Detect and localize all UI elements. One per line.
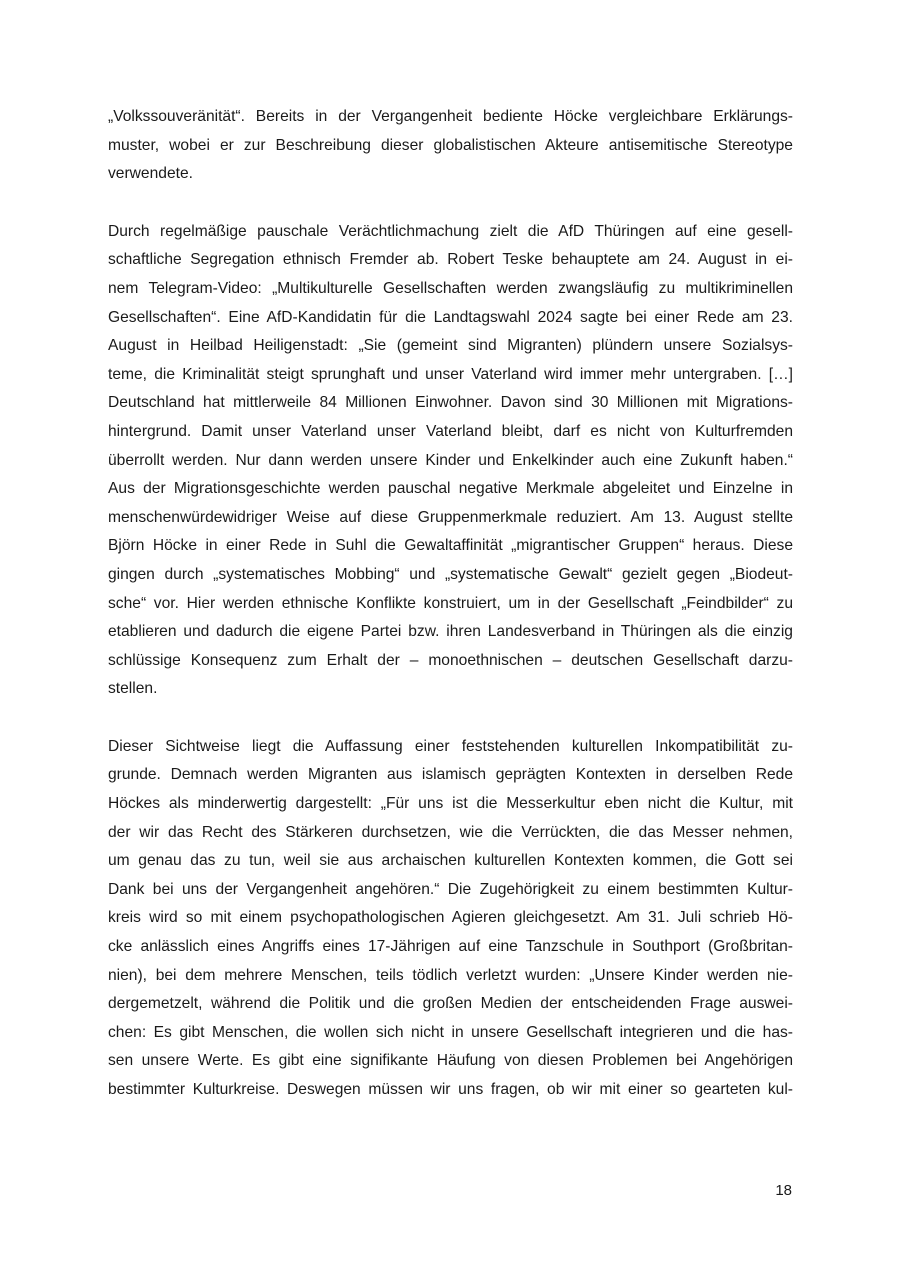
- text-line: der wir das Recht des Stärkeren durchsetzen, wie die Verrückten, die das Messer nehmen,: [108, 823, 793, 841]
- text-line: Björn Höcke in einer Rede in Suhl die Gewaltaffinität „migrantischer Gruppen“ heraus. Diese: [108, 537, 793, 555]
- body-text: [108, 103, 793, 1105]
- text-line: etablieren und dadurch die eigene Partei bzw. ihren Landesverband in Thüringen als die einzig: [108, 623, 793, 641]
- text-line: Aus der Migrationsgeschichte werden pauschal negative Merkmale abgeleitet und Einzelne in: [108, 480, 793, 498]
- paragraph-gap: [108, 704, 793, 733]
- text-line: schlüssige Konsequenz zum Erhalt der – monoethnischen – deutschen Gesellschaft darzu-: [108, 651, 793, 669]
- text-line: cke anlässlich eines Angriffs eines 17-Jährigen auf eine Tanzschule in Southport (Großbritan-: [108, 938, 793, 956]
- text-line: Dank bei uns der Vergangenheit angehören.“ Die Zugehörigkeit zu einem bestimmten Kultur-: [108, 880, 793, 898]
- text-line: gingen durch „systematisches Mobbing“ und „systematische Gewalt“ gezielt gegen „Biodeut-: [108, 565, 793, 583]
- text-line: hintergrund. Damit unser Vaterland unser Vaterland bleibt, darf es nicht von Kulturfremden: [108, 422, 793, 440]
- page-number: 18: [775, 1182, 792, 1199]
- paragraph-gap: [108, 189, 793, 218]
- text-line: chen: Es gibt Menschen, die wollen sich nicht in unsere Gesellschaft integrieren und die has-: [108, 1023, 793, 1041]
- text-line: bestimmter Kulturkreise. Deswegen müssen wir uns fragen, ob wir mit einer so gearteten kul-: [108, 1081, 793, 1098]
- text-line: grunde. Demnach werden Migranten aus islamisch geprägten Kontexten in derselben Rede: [108, 766, 793, 784]
- text-line: Deutschland hat mittlerweile 84 Millionen Einwohner. Davon sind 30 Millionen mit Migrations-: [108, 394, 793, 412]
- text-line: sche“ vor. Hier werden ethnische Konflikte konstruiert, um in der Gesellschaft „Feindbilder“ zu: [108, 594, 793, 612]
- text-line: nien), bei dem mehrere Menschen, teils tödlich verletzt wurden: „Unsere Kinder werden nie-: [108, 966, 793, 984]
- text-line: stellen.: [108, 680, 158, 698]
- text-line: nem Telegram-Video: „Multikulturelle Gesellschaften werden zwangsläufig zu multikriminellen: [108, 279, 793, 297]
- text-line: überrollt werden. Nur dann werden unsere Kinder und Enkelkinder auch eine Zukunft haben.“: [108, 451, 793, 469]
- text-line: Durch regelmäßige pauschale Verächtlichmachung zielt die AfD Thüringen auf eine gesell-: [108, 222, 793, 240]
- text-line: menschenwürdewidriger Weise auf diese Gruppenmerkmale reduziert. Am 13. August stellte: [108, 508, 793, 526]
- text-line: Gesellschaften“. Eine AfD-Kandidatin für die Landtagswahl 2024 sagte bei einer Rede am 23.: [108, 308, 793, 326]
- paragraph: [108, 733, 793, 1105]
- text-line: um genau das zu tun, weil sie aus archaischen kulturellen Kontexten kommen, die Gott sei: [108, 852, 793, 870]
- text-line: „Volkssouveränität“. Bereits in der Vergangenheit bediente Höcke vergleichbare Erklärungs-: [108, 108, 793, 125]
- paragraph: [108, 103, 793, 189]
- text-line: Höckes als minderwertig dargestellt: „Für uns ist die Messerkultur eben nicht die Kultur, mit: [108, 795, 793, 813]
- text-line: Dieser Sichtweise liegt die Auffassung einer feststehenden kulturellen Inkompatibilität zu-: [108, 737, 793, 755]
- text-line: dergemetzelt, während die Politik und die großen Medien der entscheidenden Frage auswei-: [108, 995, 793, 1013]
- paragraph: [108, 218, 793, 704]
- text-line: schaftliche Segregation ethnisch Fremder ab. Robert Teske behauptete am 24. August in ei-: [108, 251, 793, 269]
- text-line: muster, wobei er zur Beschreibung dieser globalistischen Akteure antisemitische Stereotype: [108, 136, 793, 154]
- text-line: verwendete.: [108, 165, 193, 183]
- text-line: teme, die Kriminalität steigt sprunghaft und unser Vaterland wird immer mehr untergraben. […]: [108, 365, 793, 383]
- text-line: August in Heilbad Heiligenstadt: „Sie (gemeint sind Migranten) plündern unsere Sozialsys-: [108, 337, 793, 355]
- text-line: kreis wird so mit einem psychopathologischen Agieren gleichgesetzt. Am 31. Juli schrieb Hö-: [108, 909, 793, 927]
- text-line: sen unsere Werte. Es gibt eine signifikante Häufung von diesen Problemen bei Angehörigen: [108, 1052, 793, 1070]
